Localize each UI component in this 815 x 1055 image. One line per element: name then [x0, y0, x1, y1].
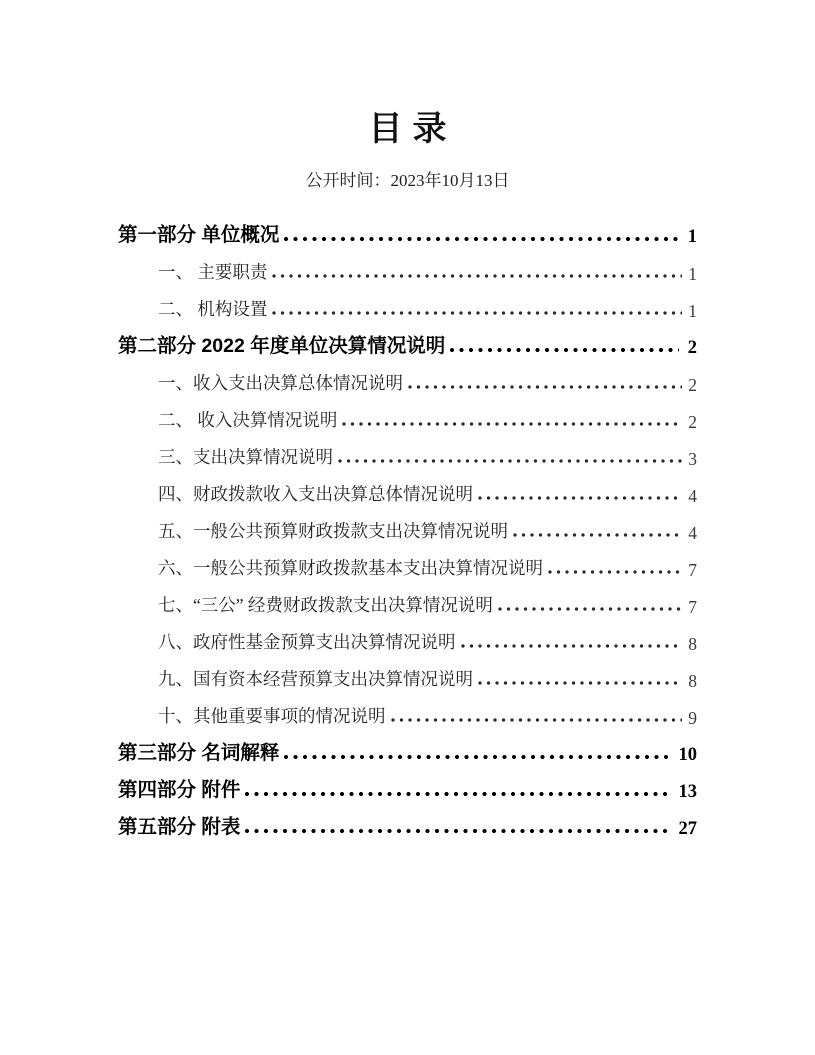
dot-leader	[390, 715, 683, 725]
toc-entry	[118, 432, 697, 469]
toc-entry-label: 一、收入支出决算总体情况说明	[158, 373, 403, 393]
toc-entry-page: 7	[688, 559, 697, 580]
dot-leader	[283, 752, 669, 762]
toc-entry-label: 四、财政拨款收入支出决算总体情况说明	[158, 484, 473, 504]
toc-entry	[118, 580, 697, 617]
toc-entry	[118, 284, 697, 321]
toc-entry-label: 十、其他重要事项的情况说明	[158, 706, 386, 726]
dot-leader	[244, 789, 669, 799]
toc-entry	[118, 506, 697, 543]
toc-entry-page: 2	[688, 411, 697, 432]
dot-leader	[341, 419, 682, 429]
toc-entry-label: 第四部分 附件	[118, 779, 241, 801]
toc-entry	[118, 728, 697, 765]
toc-entry-page: 13	[678, 781, 697, 802]
toc-entry-page: 10	[678, 744, 697, 765]
dot-leader	[477, 493, 682, 503]
dot-leader	[449, 345, 679, 355]
dot-leader	[283, 234, 678, 244]
toc-entry-label: 第二部分 2022 年度单位决算情况说明	[118, 335, 446, 357]
toc-entry	[118, 358, 697, 395]
toc-entry-page: 4	[688, 522, 697, 543]
toc-entry	[118, 765, 697, 802]
toc-entry-label: 九、国有资本经营预算支出决算情况说明	[158, 669, 473, 689]
dot-leader	[407, 382, 682, 392]
toc-entry-label: 第一部分 单位概况	[118, 224, 280, 246]
dot-leader	[497, 604, 682, 614]
dot-leader	[460, 641, 683, 651]
toc-entry-page: 1	[687, 226, 697, 247]
dot-leader	[477, 678, 682, 688]
toc-entry-page: 1	[688, 300, 697, 321]
toc-entry-label: 六、一般公共预算财政拨款基本支出决算情况说明	[158, 558, 543, 578]
toc-entry-label: 三、支出决算情况说明	[158, 447, 333, 467]
toc-entry-page: 3	[688, 448, 697, 469]
table-of-contents	[118, 210, 697, 839]
publish-date: 公开时间：2023年10月13日	[305, 171, 510, 190]
toc-entry	[118, 321, 697, 358]
toc-entry-label: 八、政府性基金预算支出决算情况说明	[158, 632, 456, 652]
toc-entry-label: 一、 主要职责	[158, 262, 268, 282]
dot-leader	[244, 826, 669, 836]
toc-entry-page: 7	[688, 596, 697, 617]
toc-entry-label: 五、一般公共预算财政拨款支出决算情况说明	[158, 521, 508, 541]
toc-entry-page: 9	[688, 707, 697, 728]
toc-entry	[118, 691, 697, 728]
toc-entry-page: 8	[688, 670, 697, 691]
toc-entry	[118, 802, 697, 839]
page-title: 目录	[368, 111, 457, 148]
toc-entry	[118, 654, 697, 691]
dot-leader	[271, 308, 682, 318]
toc-entry	[118, 247, 697, 284]
toc-entry-label: 七、“三公” 经费财政拨款支出决算情况说明	[158, 595, 493, 615]
toc-entry-page: 4	[688, 485, 697, 506]
toc-entry	[118, 395, 697, 432]
toc-entry-label: 第三部分 名词解释	[118, 742, 280, 764]
dot-leader	[547, 567, 682, 577]
toc-entry-label: 二、 机构设置	[158, 299, 268, 319]
dot-leader	[512, 530, 682, 540]
toc-entry	[118, 543, 697, 580]
toc-entry-page: 2	[688, 374, 697, 395]
toc-entry-page: 27	[678, 818, 697, 839]
toc-entry	[118, 469, 697, 506]
toc-entry-page: 1	[688, 263, 697, 284]
dot-leader	[271, 271, 682, 281]
toc-entry-page: 2	[687, 337, 697, 358]
toc-entry	[118, 617, 697, 654]
toc-entry-label: 二、 收入决算情况说明	[158, 410, 338, 430]
toc-entry	[118, 210, 697, 247]
dot-leader	[337, 456, 682, 466]
toc-entry-label: 第五部分 附表	[118, 816, 241, 838]
toc-entry-page: 8	[688, 633, 697, 654]
